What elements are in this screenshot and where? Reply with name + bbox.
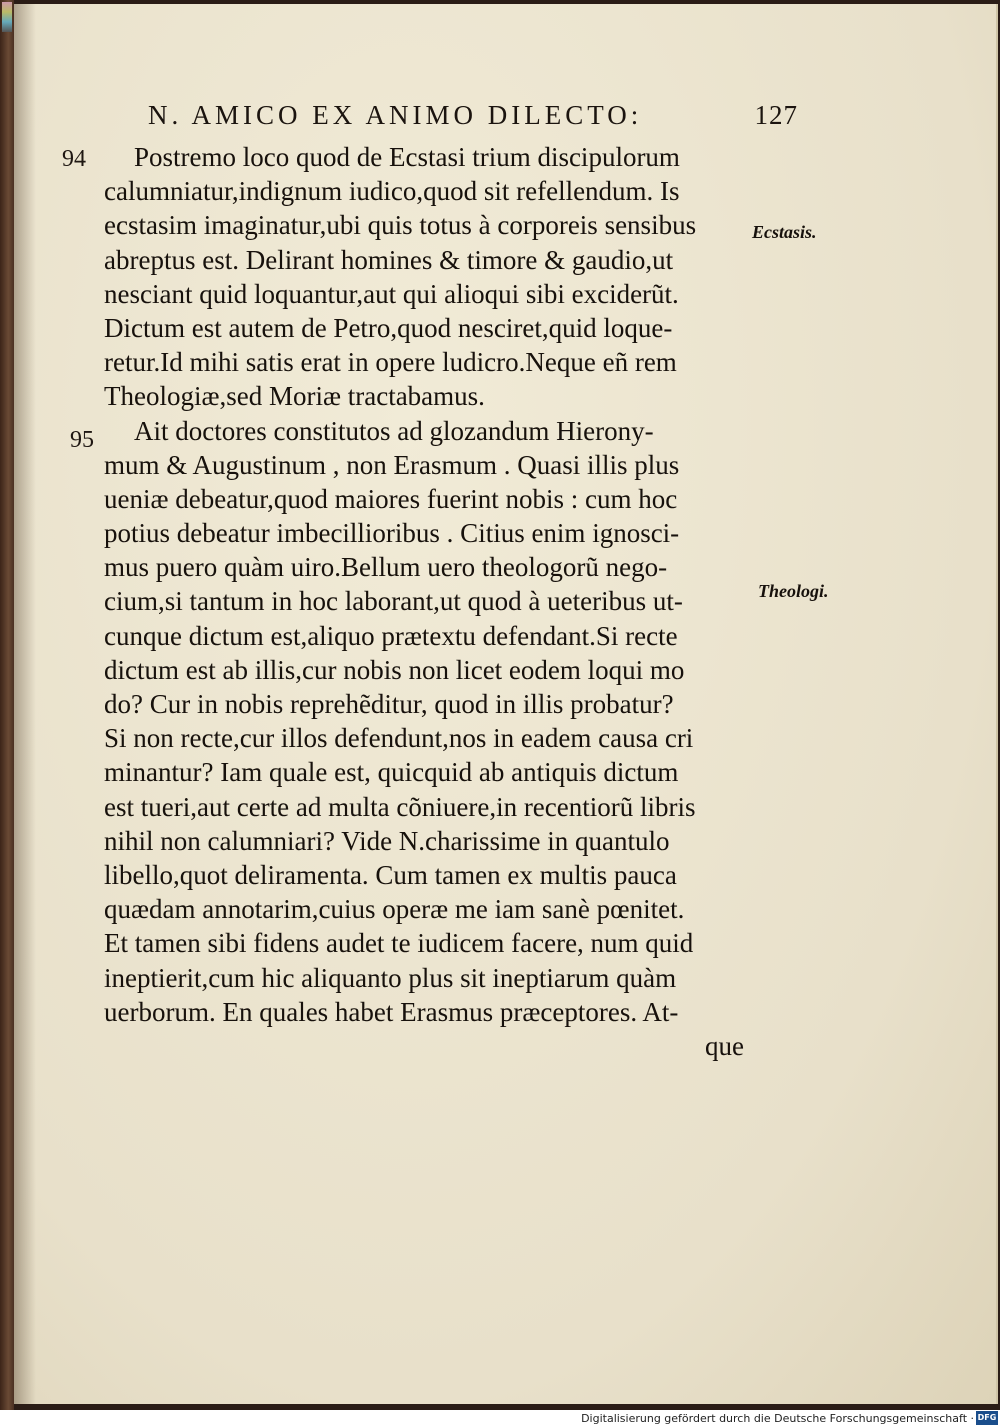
folio-number: 127 bbox=[754, 100, 798, 130]
text-line: calumniatur,indignum iudico,quod sit refellendum. Is bbox=[104, 176, 680, 207]
text-line: Postremo loco quod de Ecstasi trium discipulorum bbox=[134, 142, 680, 172]
book-edge bbox=[0, 0, 14, 1410]
funding-credit: Digitalisierung gefördert durch die Deutsche Forschungsgemeinschaft · bbox=[581, 1412, 974, 1425]
text-line: ecstasim imaginatur,ubi quis totus à corporeis sensibus bbox=[104, 210, 697, 241]
text-line: uerborum. En quales habet Erasmus præceptores. At- bbox=[104, 996, 679, 1027]
running-head-title: N. AMICO EX ANIMO DILECTO: bbox=[148, 100, 643, 130]
text-line: minantur? Iam quale est, quicquid ab antiquis dictum bbox=[104, 757, 679, 788]
text-line: cunque dictum est,aliquo prætextu defendant.Si recte bbox=[104, 620, 678, 651]
text-line: Ait doctores constitutos ad glozandum Hierony- bbox=[134, 415, 654, 446]
text-line: Dictum est autem de Petro,quod nesciret,quid loque- bbox=[104, 312, 673, 343]
text-line: cium,si tantum in hoc laborant,ut quod à ueteribus ut- bbox=[104, 586, 683, 617]
text-line: ineptierit,cum hic aliquanto plus sit ineptiarum quàm bbox=[104, 962, 677, 993]
gutter-shadow bbox=[14, 4, 36, 1404]
paragraph-number: 95 bbox=[70, 427, 94, 453]
paragraph-number: 94 bbox=[62, 146, 86, 172]
text-line: ueniæ debeatur,quod maiores fuerint nobis : cum hoc bbox=[104, 483, 678, 514]
text-line: dictum est ab illis,cur nobis non licet eodem loqui mo bbox=[104, 654, 685, 685]
catchword: que bbox=[705, 1030, 744, 1061]
text-line: retur.Id mihi satis erat in opere ludicro.Neque eñ rem bbox=[104, 347, 677, 378]
dfg-logo: DFG bbox=[976, 1411, 998, 1425]
text-line: Theologiæ,sed Moriæ tractabamus. bbox=[104, 381, 485, 412]
color-calibration-strip bbox=[2, 2, 12, 32]
body-text bbox=[104, 140, 764, 1063]
text-line: do? Cur in nobis reprehẽditur, quod in illis probatur? bbox=[104, 689, 674, 719]
running-head bbox=[148, 100, 798, 140]
text-line: libello,quot deliramenta. Cum tamen ex multis pauca bbox=[104, 859, 677, 890]
text-line: Et tamen sibi fidens audet te iudicem facere, num quid bbox=[104, 928, 694, 959]
text-line: mus puero quàm uiro.Bellum uero theologorũ nego- bbox=[104, 552, 668, 583]
text-line: Si non recte,cur illos defendunt,nos in eadem causa cri bbox=[104, 723, 694, 754]
text-line: mum & Augustinum , non Erasmum . Quasi illis plus bbox=[104, 449, 680, 480]
marginal-note: Ecstasis. bbox=[752, 222, 817, 242]
text-line: abreptus est. Delirant homines & timore & gaudio,ut bbox=[104, 244, 674, 275]
text-line: quædam annotarim,cuius operæ me iam sanè pœnitet. bbox=[104, 894, 685, 925]
text-line: est tueri,aut certe ad multa cõniuere,in recentiorũ libris bbox=[104, 791, 696, 822]
text-line: nihil non calumniari? Vide N.charissime in quantulo bbox=[104, 825, 670, 856]
text-line: nesciant quid loquantur,aut qui alioqui sibi exciderũt. bbox=[104, 278, 679, 309]
marginal-note: Theologi. bbox=[758, 581, 829, 601]
text-line: potius debeatur imbecillioribus . Citius enim ignosci- bbox=[104, 518, 680, 549]
